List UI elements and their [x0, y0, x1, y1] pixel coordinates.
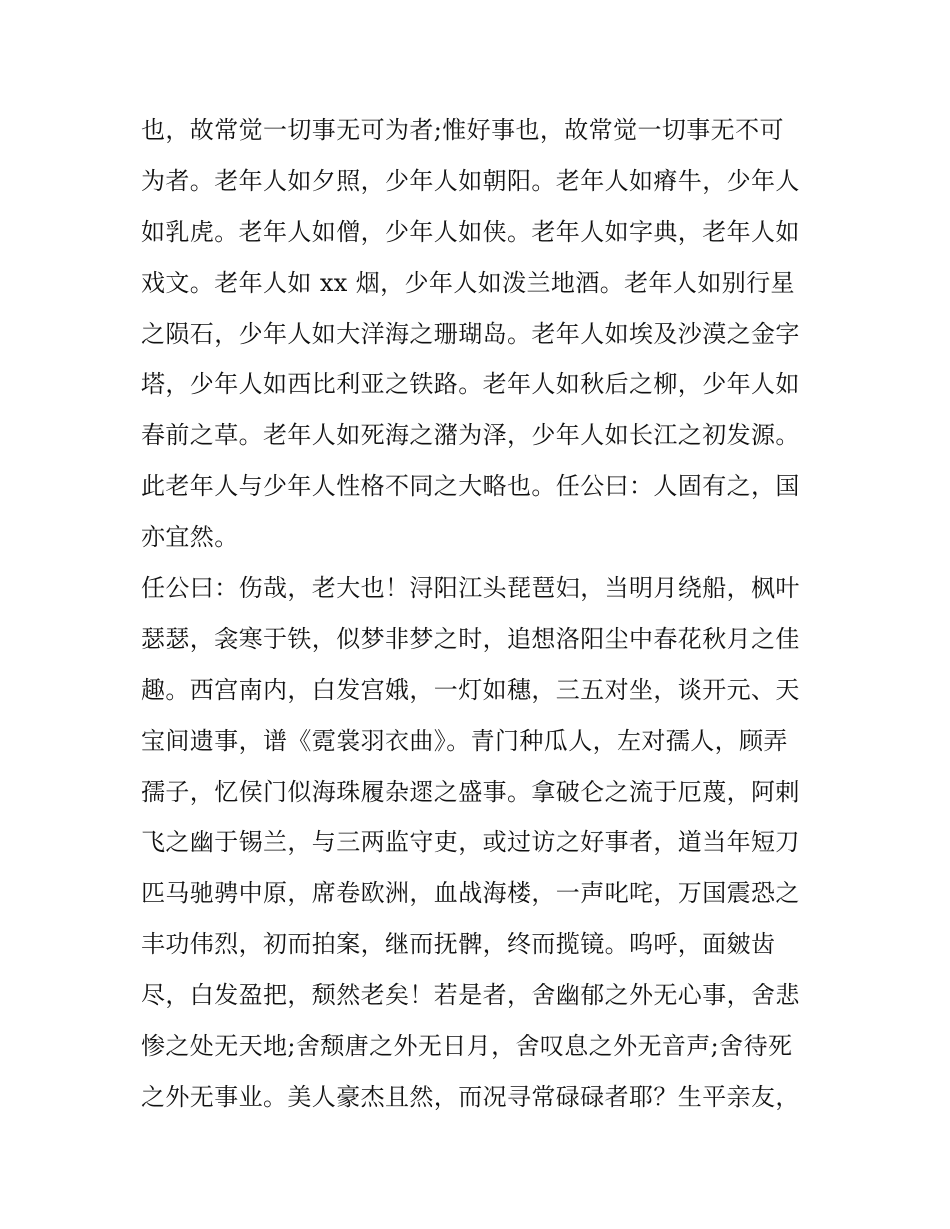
- text-line: 之外无事业。美人豪杰且然，而况寻常碌碌者耶？生平亲友，: [141, 1082, 800, 1111]
- text-line: 戏文。老年人如 xx 烟，少年人如泼兰地酒。老年人如别行星: [141, 268, 795, 297]
- text-line: 飞之幽于锡兰，与三两监守吏，或过访之好事者，道当年短刀: [141, 828, 800, 857]
- text-line: 丰功伟烈，初而拍案，继而抚髀，终而揽镜。呜呼，面皴齿: [141, 930, 776, 959]
- text-line: 此老年人与少年人性格不同之大略也。任公曰：人固有之，国: [141, 472, 800, 501]
- text-line: 之陨石，少年人如大洋海之珊瑚岛。老年人如埃及沙漠之金字: [141, 319, 800, 348]
- text-line: 宝间遗事，谱《霓裳羽衣曲》。青门种瓜人，左对孺人，顾弄: [141, 726, 788, 755]
- text-line: 塔，少年人如西比利亚之铁路。老年人如秋后之柳，少年人如: [141, 370, 800, 399]
- text-line: 任公曰：伤哉，老大也！浔阳江头琵琶妇，当明月绕船，枫叶: [141, 574, 800, 603]
- text-line: 春前之草。老年人如死海之潴为泽，少年人如长江之初发源。: [141, 421, 800, 450]
- text-line: 惨之处无天地;舍颓唐之外无日月，舍叹息之外无音声;舍待死: [141, 1032, 793, 1061]
- text-line: 尽，白发盈把，颓然老矣！若是者，舍幽郁之外无心事，舍悲: [141, 981, 800, 1010]
- text-line: 匹马驰骋中原，席卷欧洲，血战海楼，一声叱咤，万国震恐之: [141, 879, 800, 908]
- text-line: 亦宜然。: [141, 523, 239, 552]
- text-line: 如乳虎。老年人如僧，少年人如侠。老年人如字典，老年人如: [141, 217, 800, 246]
- text-line: 孺子，忆侯门似海珠履杂遝之盛事。拿破仑之流于厄蔑，阿剌: [141, 777, 800, 806]
- text-line: 为者。老年人如夕照，少年人如朝阳。老年人如瘠牛，少年人: [141, 166, 800, 195]
- text-line: 瑟瑟，衾寒于铁，似梦非梦之时，追想洛阳尘中春花秋月之佳: [141, 624, 800, 653]
- text-line: 也，故常觉一切事无可为者;惟好事也，故常觉一切事无不可: [141, 116, 784, 144]
- text-line: 趣。西宫南内，白发宫娥，一灯如穗，三五对坐，谈开元、天: [141, 675, 800, 704]
- body-text: [141, 105, 821, 1123]
